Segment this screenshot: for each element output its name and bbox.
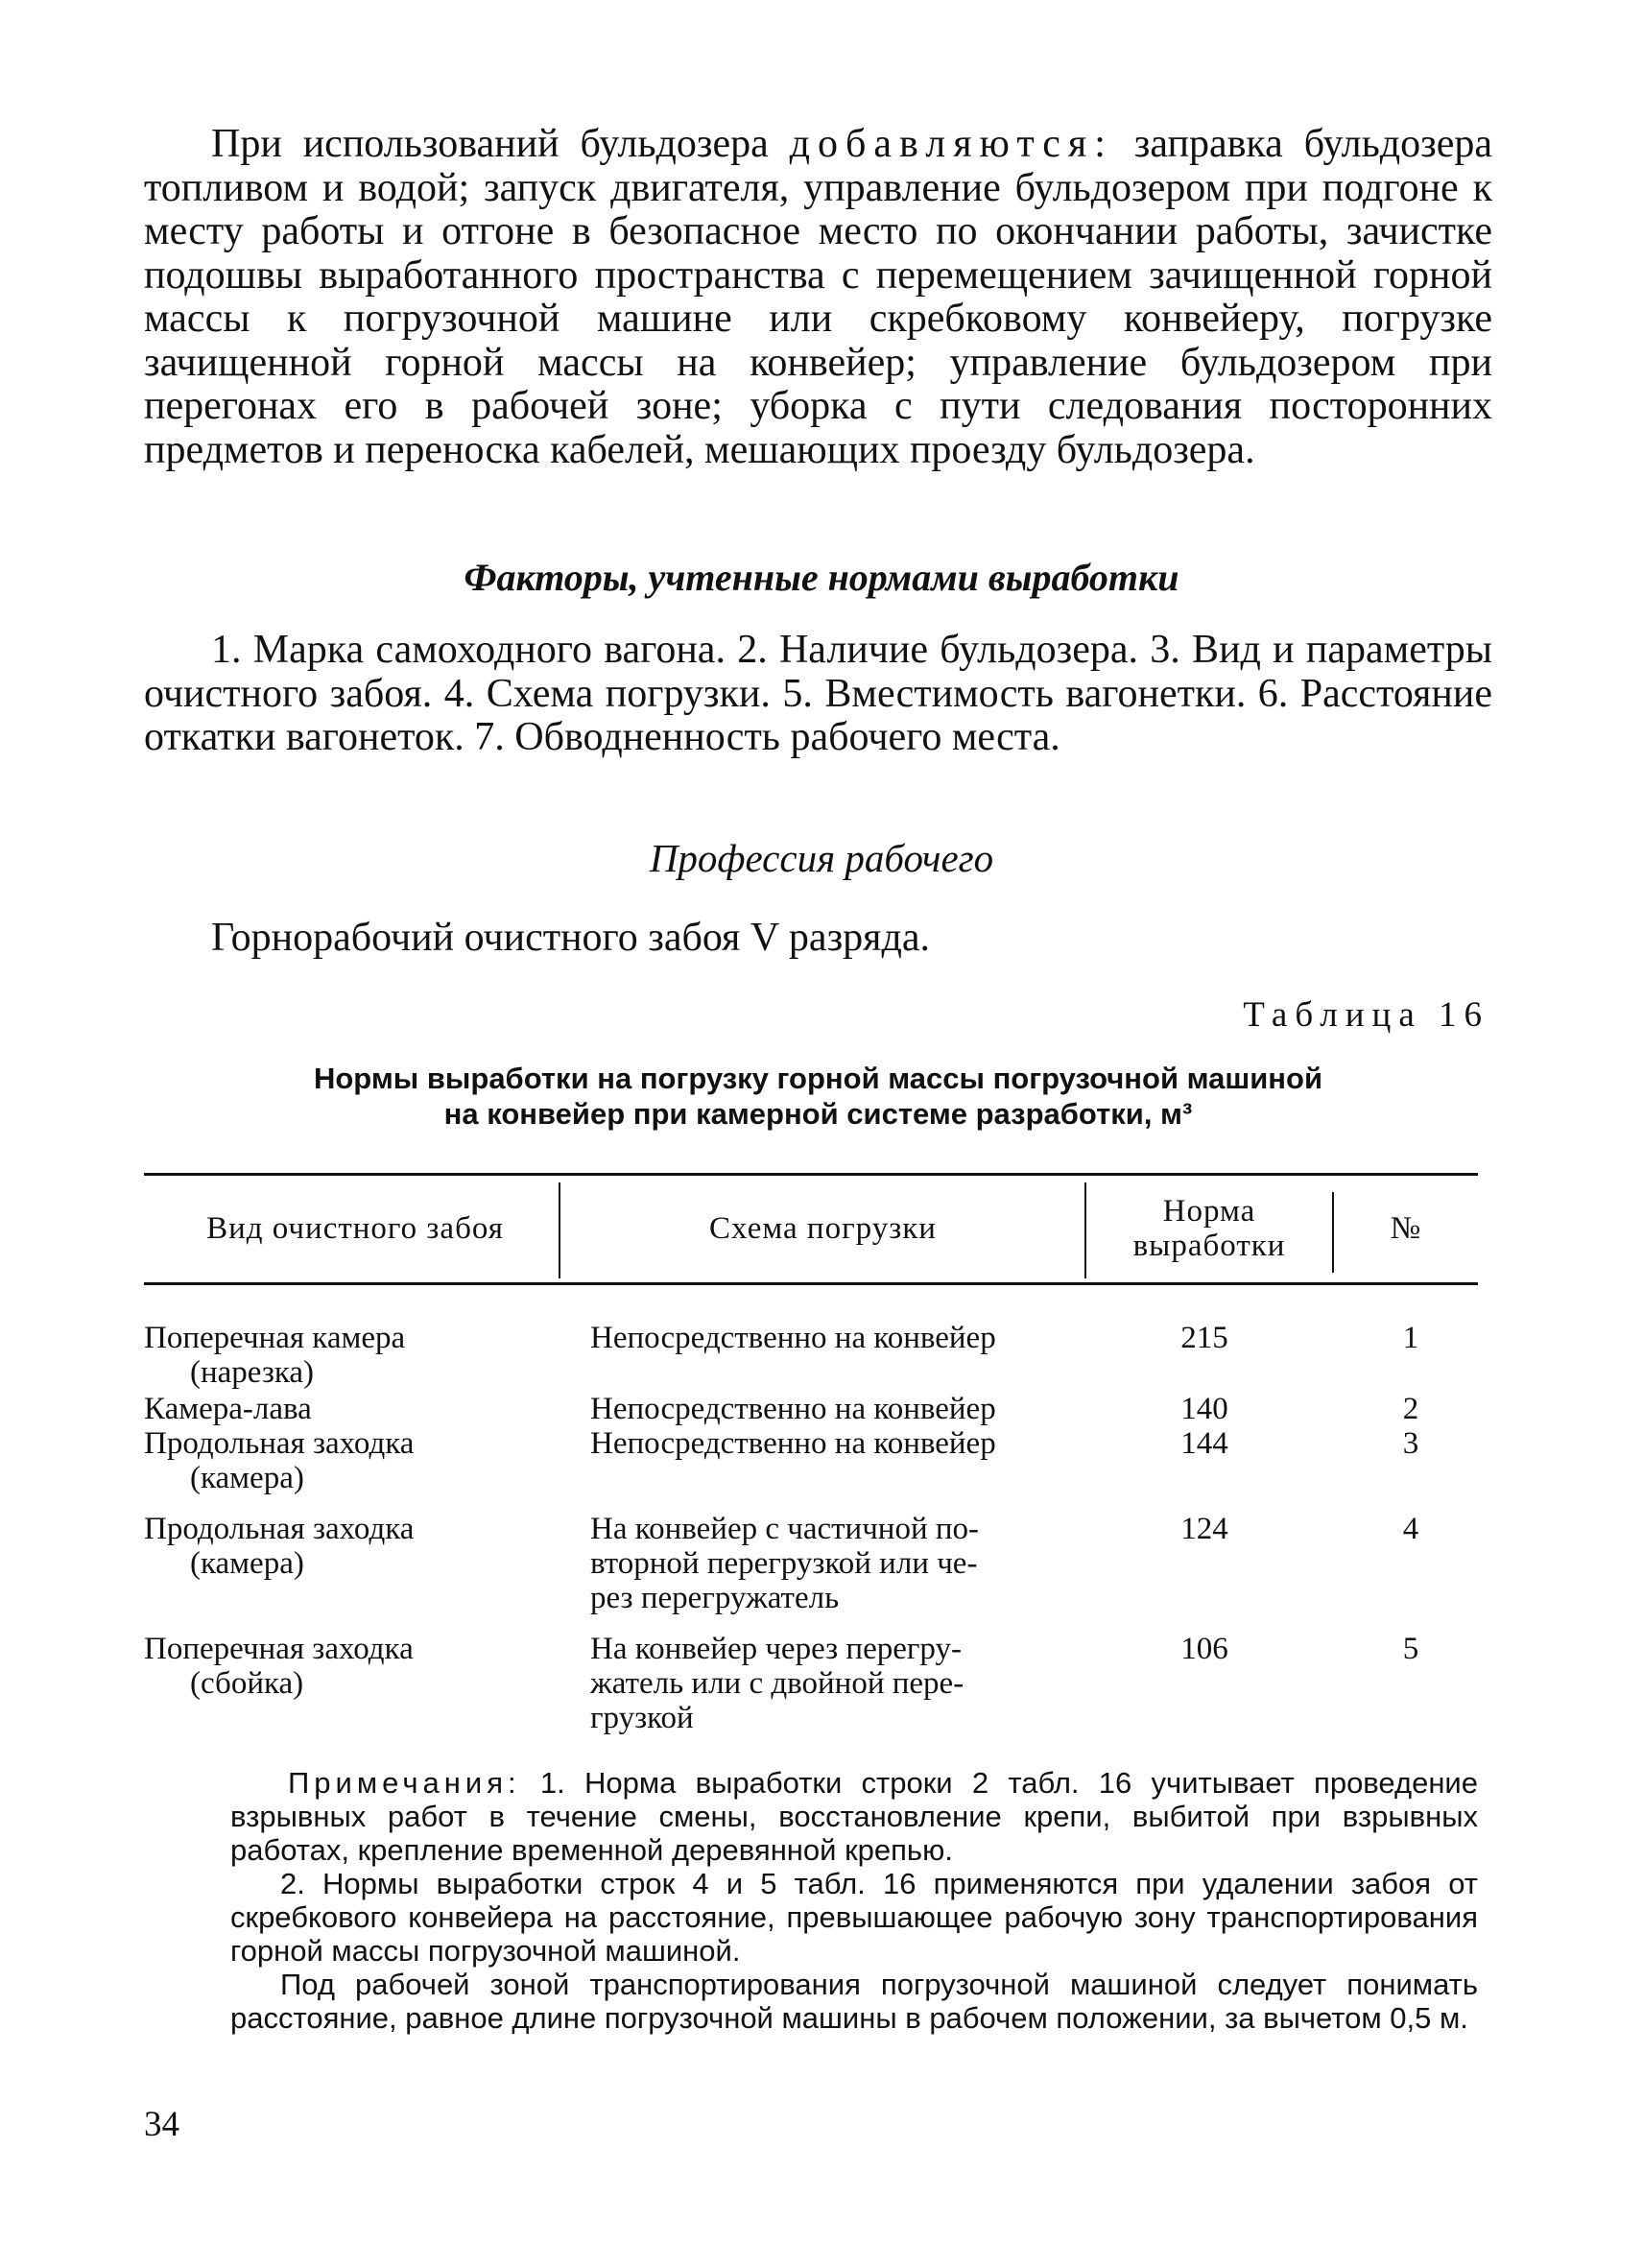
row1-norm: 215 <box>1180 1321 1228 1355</box>
table-column-divider <box>559 1182 560 1278</box>
row4-scheme-line1: На конвейер с частичной по- <box>590 1512 980 1546</box>
table-title-line2: на конвейер при камерной системе разработки, м³ <box>443 1097 1193 1131</box>
note-1 <box>144 1766 1478 1867</box>
row4-scheme <box>590 1512 1089 1615</box>
header-scheme: Схема погрузки <box>709 1211 937 1246</box>
row1-scheme: Непосредственно на конвейер <box>590 1321 996 1355</box>
row2-face: Камера-лава <box>144 1392 312 1426</box>
note-2: 2. Нормы выработки строк 4 и 5 табл. 16 применяются при удалении забоя от скребкового конвейера на расстояние, превышающее рабочую зону транспортирования горной массы погрузочной машиной. <box>230 1867 1478 1968</box>
note-3: Под рабочей зоной транспортирования погрузочной машиной следует понимать расстояние, равное длине погрузочной машины в рабочем положении, за вычетом 0,5 м. <box>230 1968 1478 2035</box>
row4-face-line1: Продольная заходка <box>144 1512 415 1546</box>
header-norm <box>1089 1194 1329 1263</box>
note-1-text: 1. Норма выработки строки 2 табл. 16 учитывает проведение взрывных работ в течение смены, восстановление крепи, выбитой при взрывных работах, крепление временной деревянной крепью. <box>230 1766 1478 1867</box>
row3-face <box>144 1426 414 1495</box>
row5-scheme-line2: жатель или с двойной пере- <box>590 1666 964 1701</box>
row1-number: 1 <box>1402 1321 1419 1355</box>
row5-scheme-line1: На конвейер через перегру- <box>590 1632 962 1666</box>
row4-norm: 124 <box>1180 1512 1228 1546</box>
row5-face-line1: Поперечная заходка <box>144 1632 414 1666</box>
table-notes <box>230 1766 1478 2035</box>
row1-face-line1: Поперечная камера <box>144 1321 406 1355</box>
row3-face-line2: (камера) <box>190 1461 304 1495</box>
row5-norm: 106 <box>1180 1632 1228 1666</box>
row5-scheme-line3: грузкой <box>590 1701 694 1735</box>
profession-heading: Профессия рабочего <box>649 836 994 880</box>
row4-scheme-line2: вторной перегрузкой или че- <box>590 1546 978 1581</box>
row5-face-line2: (сбойка) <box>190 1666 304 1701</box>
table-title <box>144 1061 1492 1132</box>
table-label: Таблица 16 <box>1243 995 1489 1035</box>
intro-lead: При использований бульдозера <box>211 122 790 166</box>
factors-paragraph: 1. Марка самоходного вагона. 2. Наличие бульдозера. 3. Вид и параметры очистного забоя. 4. Схема погрузки. 5. Вместимость вагонетки. 6. Расстояние откатки вагонеток. 7. Обводненность рабочего места. <box>144 628 1492 759</box>
intro-emphasis: добавляются: <box>789 122 1113 166</box>
row4-number: 4 <box>1402 1512 1419 1546</box>
row2-number: 2 <box>1402 1392 1419 1426</box>
row4-face-line2: (камера) <box>190 1546 304 1581</box>
profession-text: Горнорабочий очистного забоя V разряда. <box>211 916 930 960</box>
page-number: 34 <box>144 2105 179 2144</box>
row1-face-line2: (нарезка) <box>190 1355 315 1390</box>
table-row-face <box>144 1321 405 1390</box>
row4-face <box>144 1512 414 1581</box>
row2-scheme: Непосредственно на конвейер <box>590 1392 996 1426</box>
row3-number: 3 <box>1402 1426 1419 1461</box>
intro-rest: заправка бульдозера топливом и водой; запуск двигателя, управление бульдозером при подгоне к месту работы и отгоне в безопасное место по окончании работы, зачистке подошвы выработанного пространства с перемещением зачищенной горной массы к погрузочной машине или скребковому конвейеру, погрузке зачищенной горной массы на конвейер; управление бульдозером при перегонах его в рабочей зоне; уборка с пути следования посторонних предметов и переноска кабелей, мешающих проезду бульдозера. <box>144 122 1492 472</box>
row5-scheme <box>590 1632 1089 1735</box>
factors-heading: Факторы, учтенные нормами выработки <box>464 556 1179 599</box>
header-number: № <box>1390 1211 1422 1246</box>
table-top-rule <box>144 1173 1478 1176</box>
row3-norm: 144 <box>1180 1426 1228 1461</box>
table-header-rule <box>144 1282 1478 1285</box>
row3-scheme: Непосредственно на конвейер <box>590 1426 996 1461</box>
intro-paragraph <box>144 123 1492 472</box>
row5-number: 5 <box>1402 1632 1419 1666</box>
header-face-type: Вид очистного забоя <box>206 1211 504 1246</box>
notes-label: Примечания: <box>288 1766 521 1800</box>
row5-face <box>144 1632 414 1701</box>
header-norm-line1: Норма <box>1162 1194 1256 1229</box>
table-title-line1: Нормы выработки на погрузку горной массы погрузочной машиной <box>313 1062 1323 1095</box>
table-column-divider <box>1332 1192 1334 1273</box>
header-norm-line2: выработки <box>1132 1229 1286 1263</box>
row4-scheme-line3: рез перегружатель <box>590 1581 840 1615</box>
row2-norm: 140 <box>1180 1392 1228 1426</box>
row3-face-line1: Продольная заходка <box>144 1426 415 1461</box>
table-column-divider <box>1084 1182 1086 1278</box>
